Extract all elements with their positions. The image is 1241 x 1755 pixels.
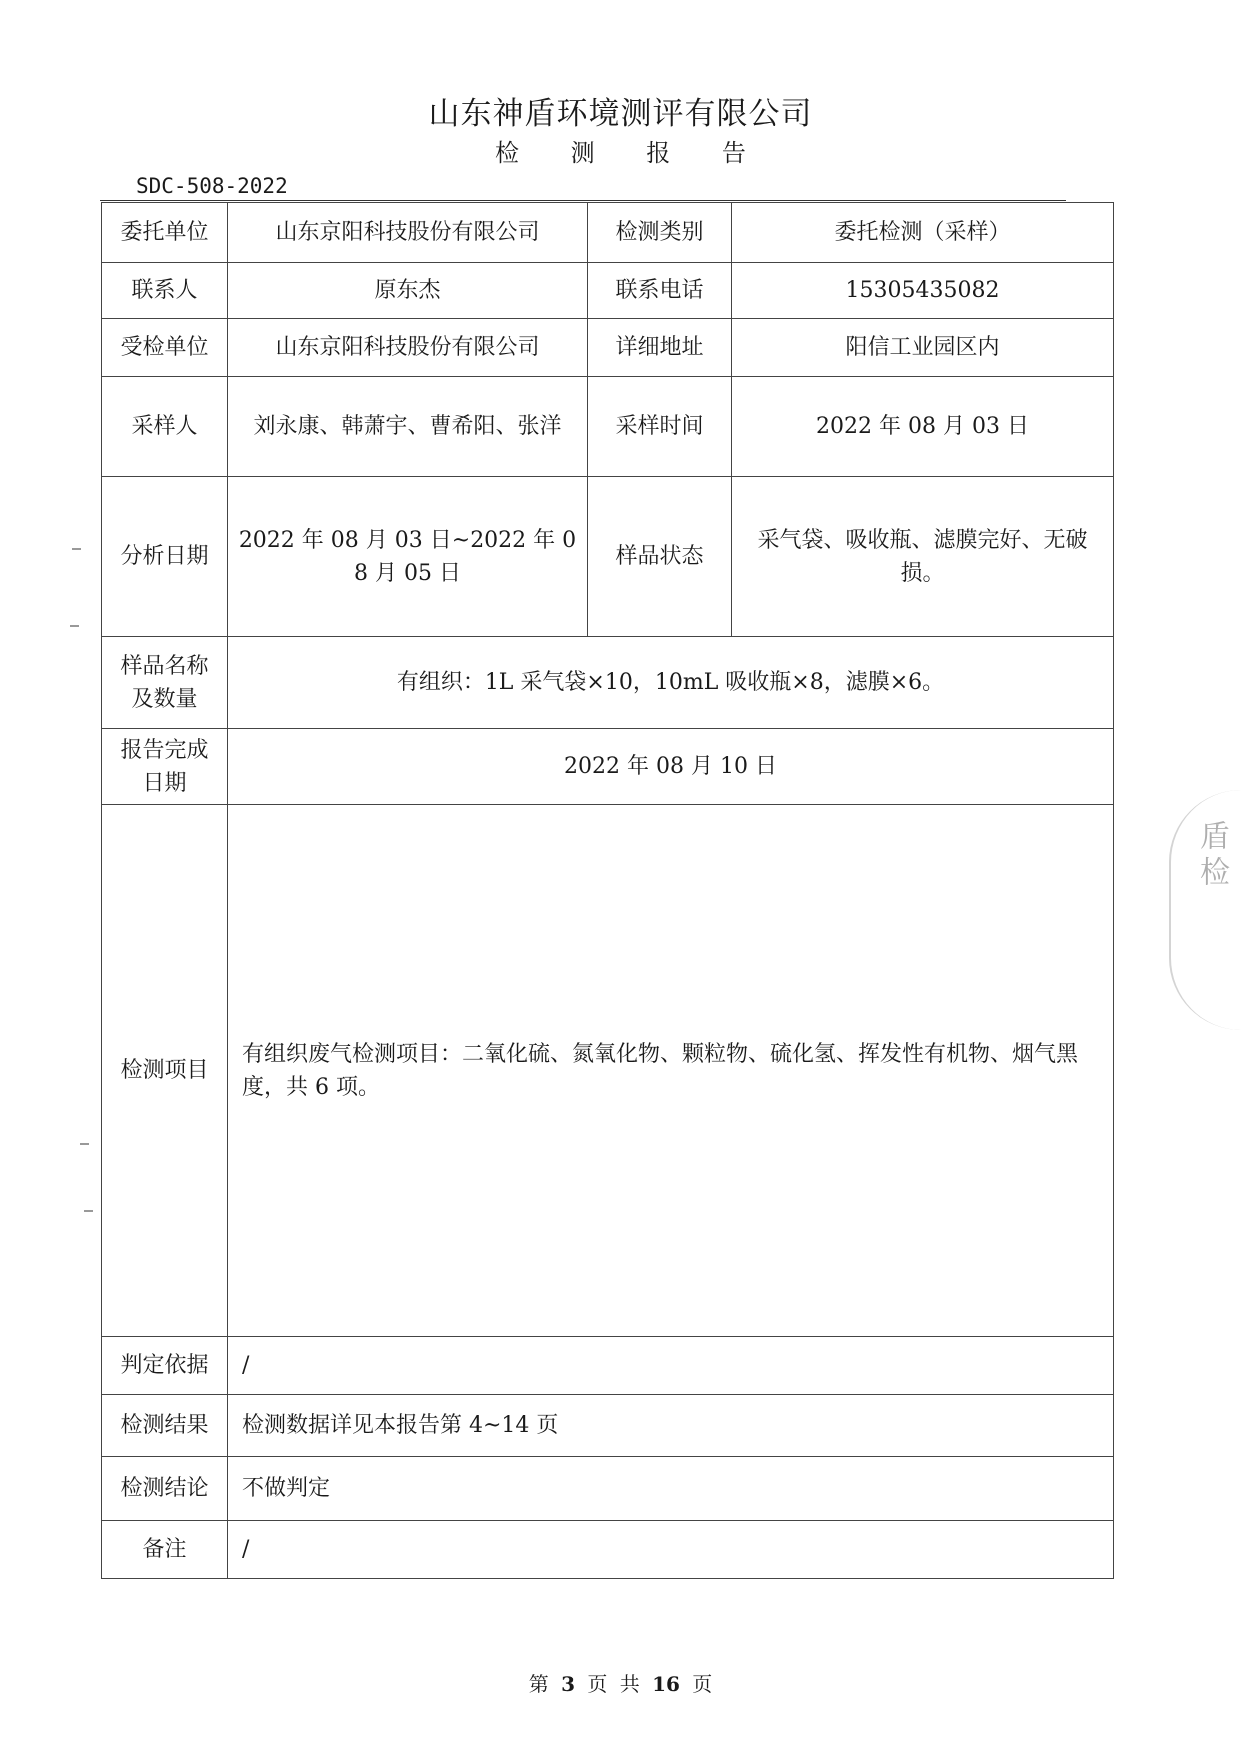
seal-stamp-text: 盾检 — [1194, 820, 1229, 892]
contact-value: 原东杰 — [228, 263, 588, 319]
analysis-date-value: 2022 年 08 月 03 日~2022 年 08 月 05 日 — [228, 477, 588, 637]
scan-speck — [72, 548, 81, 550]
table-row — [102, 1521, 1114, 1579]
report-date-label: 报告完成日期 — [102, 729, 228, 805]
result-label: 检测结果 — [102, 1395, 228, 1457]
sample-state-label: 样品状态 — [588, 477, 732, 637]
sample-name-value: 有组织：1L 采气袋×10，10mL 吸收瓶×8，滤膜×6。 — [228, 637, 1114, 729]
table-row — [102, 729, 1114, 805]
sample-name-label: 样品名称及数量 — [102, 637, 228, 729]
table-row — [102, 637, 1114, 729]
sampler-label: 采样人 — [102, 377, 228, 477]
sample-time-value: 2022 年 08 月 03 日 — [732, 377, 1114, 477]
page-prefix: 第 — [528, 1672, 549, 1696]
document-type: 检 测 报 告 — [495, 139, 768, 167]
sampler-value: 刘永康、韩萧宇、曹希阳、张洋 — [228, 377, 588, 477]
basis-label: 判定依据 — [102, 1337, 228, 1395]
page-mid: 页 共 — [587, 1672, 640, 1696]
conclusion-value: 不做判定 — [228, 1457, 1114, 1521]
client-label: 委托单位 — [102, 203, 228, 263]
phone-value: 15305435082 — [732, 263, 1114, 319]
category-label: 检测类别 — [588, 203, 732, 263]
table-row — [102, 377, 1114, 477]
basis-value: / — [228, 1337, 1114, 1395]
sample-state-value: 采气袋、吸收瓶、滤膜完好、无破损。 — [732, 477, 1114, 637]
result-value: 检测数据详见本报告第 4~14 页 — [228, 1395, 1114, 1457]
items-value: 有组织废气检测项目：二氧化硫、氮氧化物、颗粒物、硫化氢、挥发性有机物、烟气黑度，共 6 项。 — [228, 805, 1114, 1337]
inspected-unit-value: 山东京阳科技股份有限公司 — [228, 319, 588, 377]
table-row — [102, 1457, 1114, 1521]
client-value: 山东京阳科技股份有限公司 — [228, 203, 588, 263]
table-row — [102, 805, 1114, 1337]
items-label: 检测项目 — [102, 805, 228, 1337]
inspected-unit-label: 受检单位 — [102, 319, 228, 377]
report-info-table — [101, 202, 1114, 1579]
table-row — [102, 203, 1114, 263]
scan-speck — [84, 1210, 93, 1212]
sample-time-label: 采样时间 — [588, 377, 732, 477]
remark-label: 备注 — [102, 1521, 228, 1579]
page-current: 3 — [561, 1672, 575, 1696]
page-suffix: 页 — [692, 1672, 713, 1696]
table-row — [102, 477, 1114, 637]
company-name: 山东神盾环境测评有限公司 — [428, 96, 813, 132]
table-row — [102, 1395, 1114, 1457]
table-row — [102, 319, 1114, 377]
table-row — [102, 1337, 1114, 1395]
phone-label: 联系电话 — [588, 263, 732, 319]
page-footer — [0, 1668, 1241, 1697]
category-value: 委托检测（采样） — [732, 203, 1114, 263]
report-date-value: 2022 年 08 月 10 日 — [228, 729, 1114, 805]
contact-label: 联系人 — [102, 263, 228, 319]
address-label: 详细地址 — [588, 319, 732, 377]
page-total: 16 — [652, 1672, 680, 1696]
report-number: SDC-508-2022 — [136, 174, 288, 198]
report-number-underline — [100, 200, 1066, 201]
conclusion-label: 检测结论 — [102, 1457, 228, 1521]
table-row — [102, 263, 1114, 319]
address-value: 阳信工业园区内 — [732, 319, 1114, 377]
scan-speck — [80, 1143, 89, 1145]
remark-value: / — [228, 1521, 1114, 1579]
scan-speck — [70, 625, 79, 627]
analysis-date-label: 分析日期 — [102, 477, 228, 637]
